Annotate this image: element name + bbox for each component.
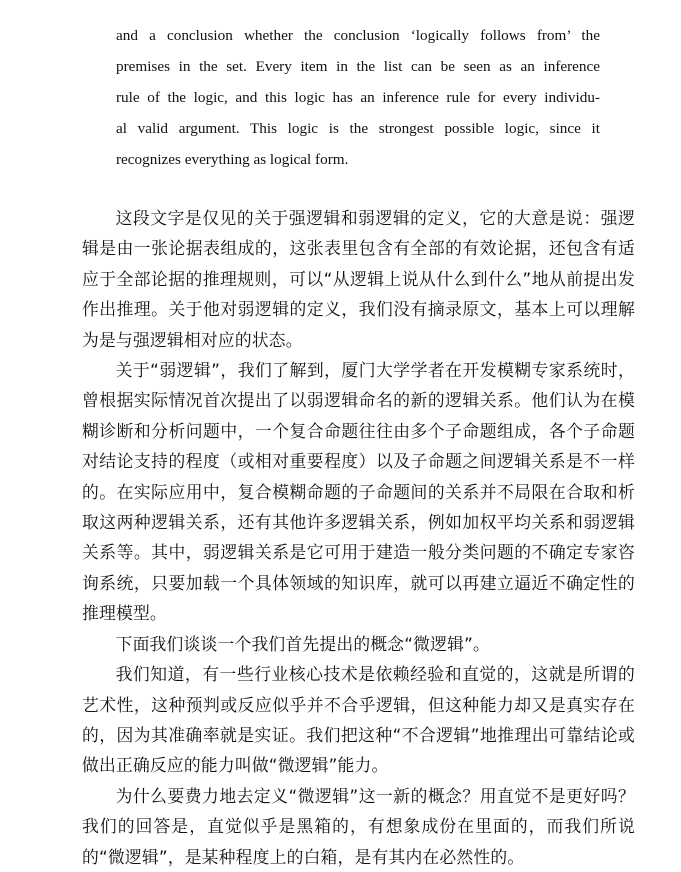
english-quote-block	[116, 20, 600, 175]
quote-line: and a conclusion whether the conclusion ‘logically follows from’ the	[116, 27, 600, 44]
paragraph-strong-weak-logic-definition: 这段文字是仅见的关于强逻辑和弱逻辑的定义，它的大意是说：强逻辑是由一张论据表组成的，这张表里包含有全部的有效论据，还包含有适应于全部论据的推理规则，可以“从逻辑上说从什么到什么”地从前提出发作出推理。关于他对弱逻辑的定义，我们没有摘录原文，基本上可以理解为是与强逻辑相对应的状态。	[82, 208, 635, 350]
chinese-body-text	[82, 203, 635, 872]
paragraph-micro-logic-intro: 下面我们谈谈一个我们首先提出的概念“微逻辑”。	[115, 633, 490, 654]
quote-line: premises in the set. Every item in the list can be seen as an inference	[116, 58, 600, 75]
quote-line: recognizes everything as logical form.	[116, 151, 349, 168]
quote-line: al valid argument. This logic is the strongest possible logic, since it	[116, 120, 600, 137]
paragraph-weak-logic-xiamen: 关于“弱逻辑”，我们了解到，厦门大学学者在开发模糊专家系统时，曾根据实际情况首次提出了以弱逻辑命名的新的逻辑关系。他们认为在模糊诊断和分析问题中，一个复合命题往往由多个子命题组成，各个子命题对结论支持的程度（或相对重要程度）以及子命题之间逻辑关系是不一样的。在实际应用中，复合模糊命题的子命题间的关系并不局限在合取和析取这两种逻辑关系，还有其他许多逻辑关系，例如加权平均关系和弱逻辑关系等。其中，弱逻辑关系是它可用于建造一般分类问题的不确定专家咨询系统，只要加载一个具体领域的知识库，就可以再建立逼近不确定性的推理模型。	[82, 360, 635, 624]
quote-line: rule of the logic, and this logic has an inference rule for every individu-	[116, 89, 600, 106]
paragraph-micro-logic-ability: 我们知道，有一些行业核心技术是依赖经验和直觉的，这就是所谓的艺术性，这种预判或反应似乎并不合乎逻辑，但这种能力却又是真实存在的，因为其准确率就是实证。我们把这种“不合逻辑”地推理出可靠结论或做出正确反应的能力叫做“微逻辑”能力。	[82, 664, 635, 776]
paragraph-why-define-micro-logic: 为什么要费力地去定义“微逻辑”这一新的概念？用直觉不是更好吗？我们的回答是，直觉似乎是黑箱的，有想象成份在里面的，而我们所说的“微逻辑”，是某种程度上的白箱，是有其内在必然性的。	[82, 785, 635, 867]
